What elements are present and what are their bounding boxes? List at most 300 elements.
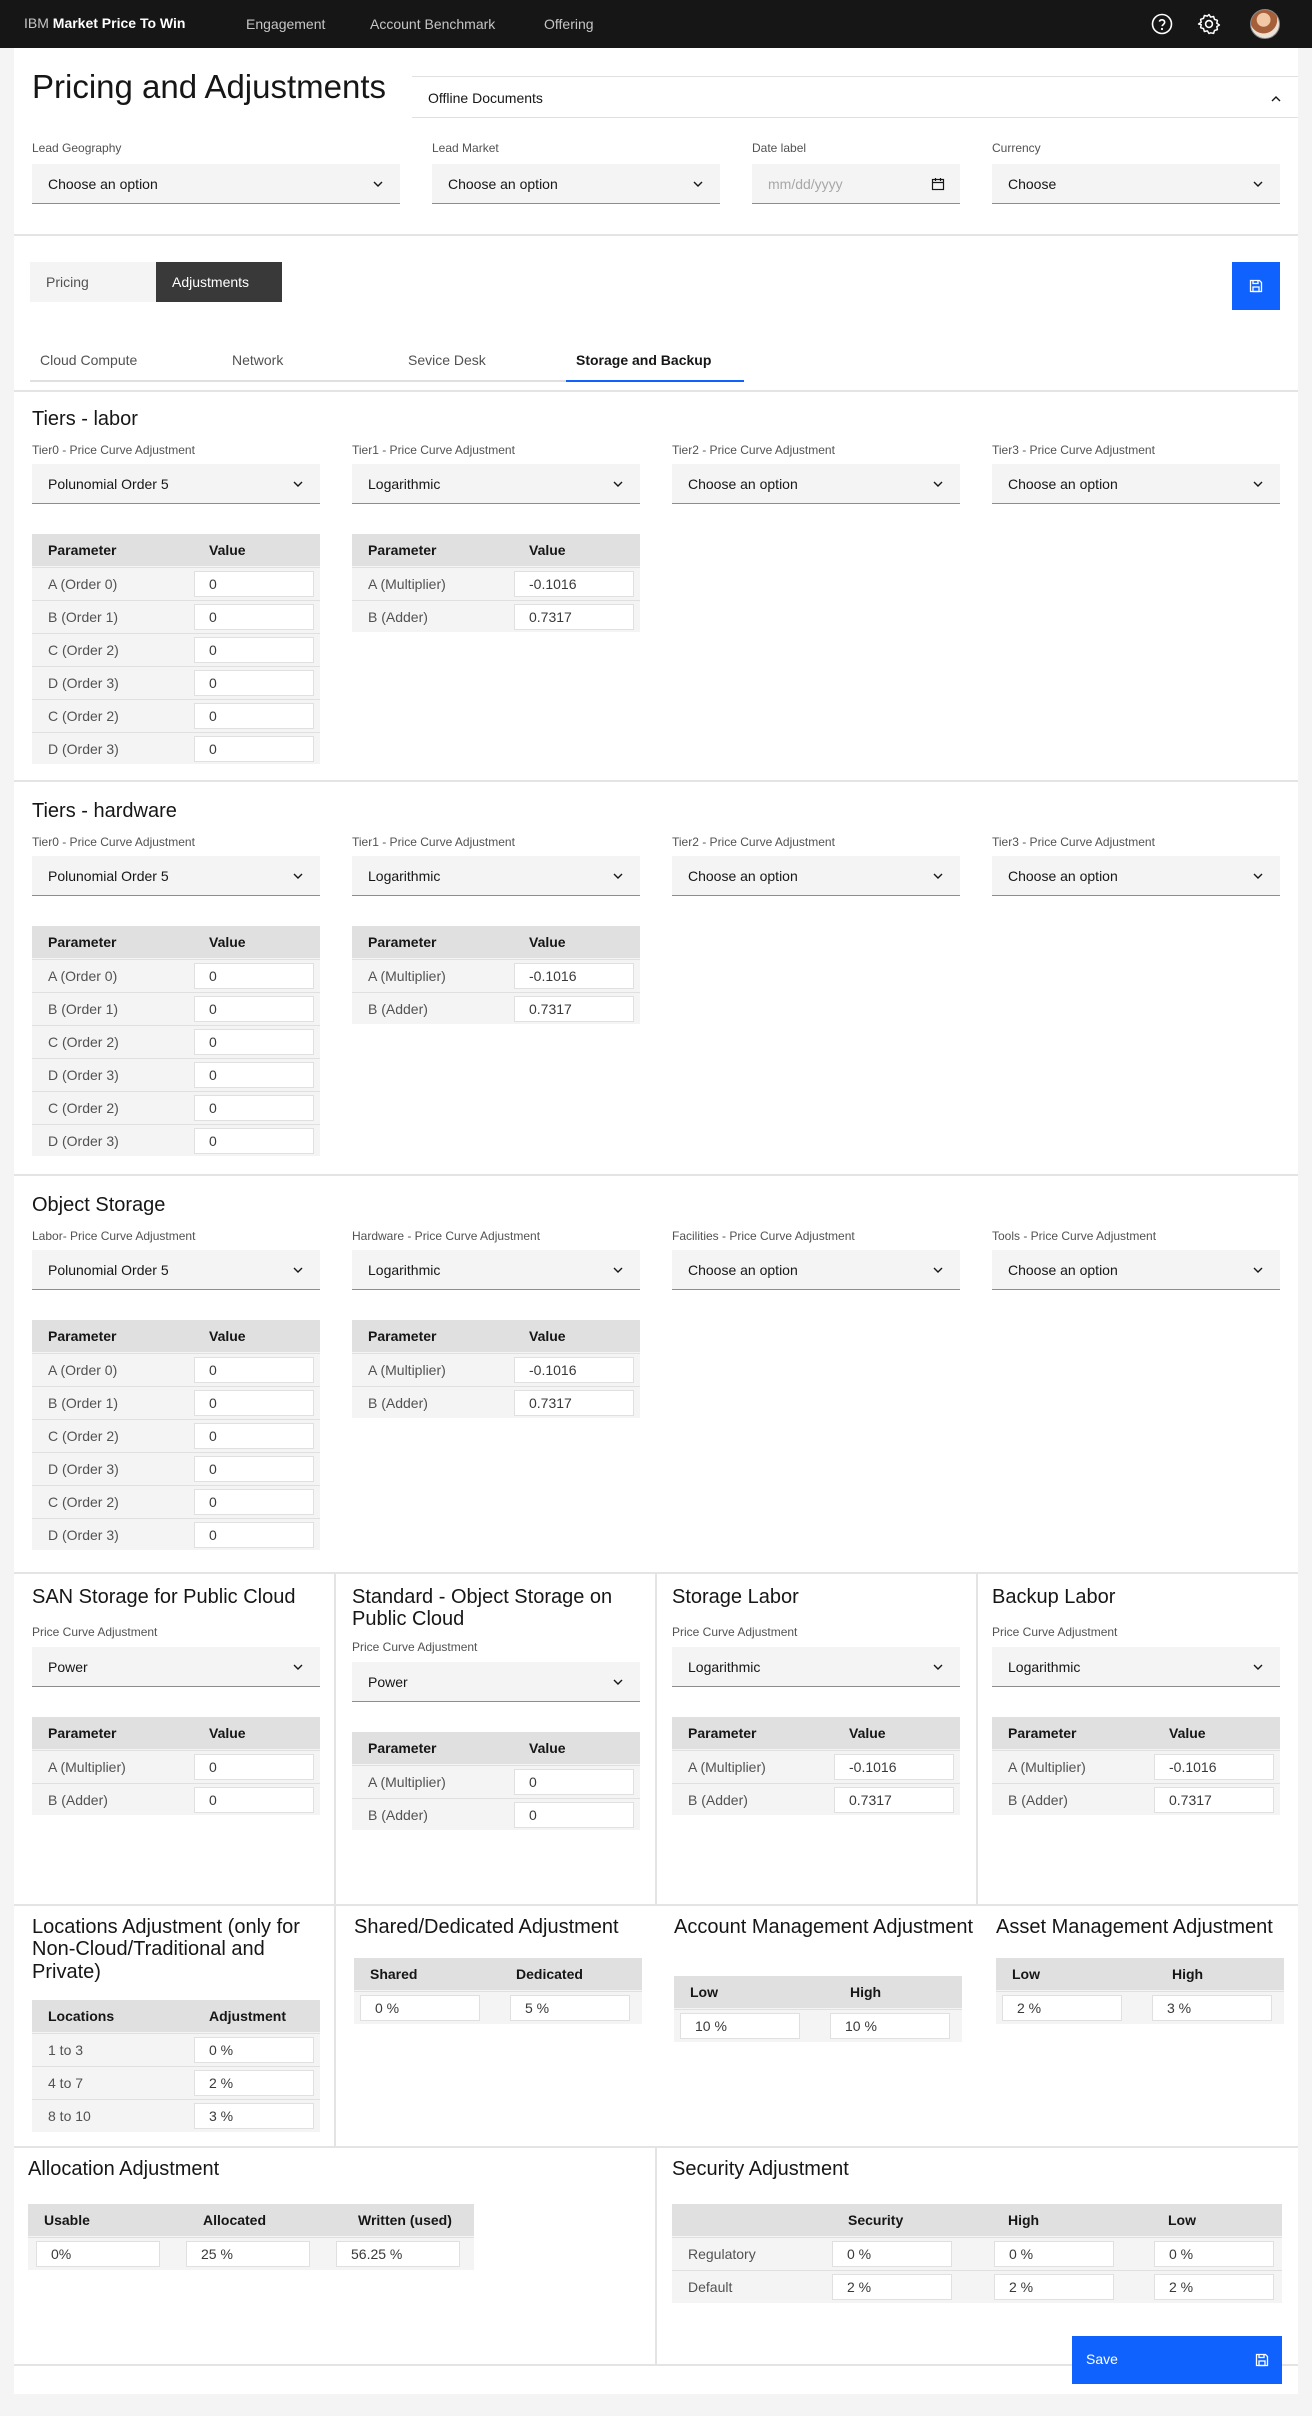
table-row bbox=[352, 600, 640, 633]
dropdown-value: Choose an option bbox=[448, 176, 558, 192]
table-row bbox=[32, 600, 320, 633]
parameter-label: A (Multiplier) bbox=[368, 968, 446, 984]
table-row bbox=[32, 1091, 320, 1124]
table-row bbox=[32, 2066, 320, 2099]
price-curve-label: Tier0 - Price Curve Adjustment bbox=[32, 443, 195, 457]
parameter-value-input[interactable]: 0.7317 bbox=[834, 1787, 954, 1813]
parameter-table bbox=[992, 1717, 1280, 1815]
adjustment-input[interactable]: 2 % bbox=[194, 2070, 314, 2096]
high-input[interactable]: 2 % bbox=[994, 2274, 1114, 2300]
parameter-value-input[interactable]: 0 bbox=[194, 1423, 314, 1449]
chevron-down-icon bbox=[290, 868, 306, 884]
save-icon bbox=[1248, 278, 1264, 294]
parameter-label: D (Order 3) bbox=[48, 1527, 119, 1543]
parameter-value-input[interactable]: 0 bbox=[194, 670, 314, 696]
table-row bbox=[672, 2237, 1282, 2270]
currency-dropdown[interactable] bbox=[992, 164, 1280, 204]
parameter-label: B (Adder) bbox=[688, 1792, 748, 1808]
divider bbox=[655, 1574, 657, 1904]
price-curve-dropdown[interactable] bbox=[672, 464, 960, 504]
column-header-parameter: Parameter bbox=[1008, 1725, 1077, 1741]
price-curve-dropdown[interactable] bbox=[672, 856, 960, 896]
divider bbox=[14, 1174, 1298, 1176]
price-curve-label: Tier1 - Price Curve Adjustment bbox=[352, 835, 515, 849]
table-row bbox=[354, 1991, 642, 2024]
parameter-value-input[interactable]: -0.1016 bbox=[834, 1754, 954, 1780]
dropdown-value: Power bbox=[48, 1659, 88, 1675]
dropdown-value: Logarithmic bbox=[368, 476, 441, 492]
table-row bbox=[32, 1353, 320, 1386]
page-title: Pricing and Adjustments bbox=[32, 68, 387, 105]
parameter-value-input[interactable]: -0.1016 bbox=[514, 571, 634, 597]
table-row bbox=[32, 1386, 320, 1419]
polynomial-parameter-table bbox=[32, 534, 320, 764]
divider bbox=[976, 1574, 978, 1904]
parameter-label: A (Multiplier) bbox=[368, 1774, 446, 1790]
parameter-value-input[interactable]: 0 bbox=[194, 1357, 314, 1383]
chevron-up-icon bbox=[1268, 91, 1284, 107]
divider bbox=[334, 1574, 336, 1904]
parameter-value-input[interactable]: -0.1016 bbox=[514, 1357, 634, 1383]
column-header-parameter: Parameter bbox=[688, 1725, 757, 1741]
dropdown-value: Choose an option bbox=[688, 476, 798, 492]
parameter-label: C (Order 2) bbox=[48, 642, 119, 658]
table-row bbox=[32, 699, 320, 732]
parameter-value-input[interactable]: 0 bbox=[514, 1769, 634, 1795]
account-management-table bbox=[674, 1976, 962, 2042]
price-curve-dropdown[interactable] bbox=[672, 1647, 960, 1687]
high-input[interactable]: 10 % bbox=[830, 2013, 950, 2039]
column-header-usable: Usable bbox=[44, 2212, 90, 2228]
chevron-down-icon bbox=[690, 176, 706, 192]
parameter-label: A (Multiplier) bbox=[688, 1759, 766, 1775]
parameter-value-input[interactable]: 0 bbox=[194, 1062, 314, 1088]
table-row bbox=[32, 633, 320, 666]
asset-management-title: Asset Management Adjustment bbox=[996, 1916, 1273, 1938]
parameter-label: A (Multiplier) bbox=[368, 1362, 446, 1378]
parameter-label: B (Adder) bbox=[368, 1001, 428, 1017]
location-range: 8 to 10 bbox=[48, 2108, 91, 2124]
content-switcher bbox=[30, 262, 282, 302]
parameter-label: A (Multiplier) bbox=[48, 1759, 126, 1775]
switch-pricing[interactable]: Pricing bbox=[30, 262, 156, 302]
save-button-label: Save bbox=[1086, 2351, 1118, 2367]
table-row bbox=[672, 1783, 960, 1816]
table-row bbox=[352, 567, 640, 600]
column-header-value: Value bbox=[529, 1328, 566, 1344]
main-card bbox=[14, 48, 1298, 2394]
nav-offering[interactable]: Offering bbox=[544, 16, 594, 32]
price-curve-label: Tier1 - Price Curve Adjustment bbox=[352, 443, 515, 457]
table-row bbox=[32, 1025, 320, 1058]
shared-dedicated-table bbox=[354, 1958, 642, 2024]
table-row bbox=[28, 2237, 474, 2270]
price-curve-label: Tier2 - Price Curve Adjustment bbox=[672, 443, 835, 457]
parameter-value-input[interactable]: 0 bbox=[194, 1522, 314, 1548]
table-row bbox=[32, 959, 320, 992]
table-row bbox=[32, 732, 320, 765]
divider bbox=[14, 390, 1298, 392]
dropdown-value: Choose bbox=[1008, 176, 1057, 192]
table-row bbox=[352, 1386, 640, 1419]
table-row bbox=[992, 1750, 1280, 1783]
storage-card-title: Standard - Object Storage on Public Cloud bbox=[352, 1586, 613, 1631]
dropdown-value: Choose an option bbox=[1008, 1262, 1118, 1278]
parameter-label: A (Multiplier) bbox=[368, 576, 446, 592]
table-row bbox=[352, 1798, 640, 1831]
parameter-label: A (Order 0) bbox=[48, 968, 118, 984]
table-row bbox=[32, 666, 320, 699]
chevron-down-icon bbox=[610, 1262, 626, 1278]
chevron-down-icon bbox=[610, 476, 626, 492]
parameter-value-input[interactable]: 0.7317 bbox=[514, 604, 634, 630]
lead-market-dropdown[interactable] bbox=[432, 164, 720, 204]
parameter-label: D (Order 3) bbox=[48, 1067, 119, 1083]
locations-table bbox=[32, 2000, 320, 2132]
tab-cloud-compute[interactable]: Cloud Compute bbox=[30, 342, 222, 382]
column-header-value: Value bbox=[849, 1725, 886, 1741]
parameter-label: B (Adder) bbox=[1008, 1792, 1068, 1808]
column-header-value: Value bbox=[1169, 1725, 1206, 1741]
offline-documents-accordion[interactable] bbox=[412, 76, 1298, 118]
nav-account-benchmark[interactable]: Account Benchmark bbox=[370, 16, 496, 32]
table-row bbox=[996, 1991, 1284, 2024]
parameter-value-input[interactable]: -0.1016 bbox=[1154, 1754, 1274, 1780]
table-row bbox=[352, 1353, 640, 1386]
chevron-down-icon bbox=[290, 1659, 306, 1675]
price-curve-label: Tier0 - Price Curve Adjustment bbox=[32, 835, 195, 849]
adjustment-input[interactable]: 3 % bbox=[194, 2103, 314, 2129]
column-header-parameter: Parameter bbox=[368, 934, 437, 950]
parameter-value-input[interactable]: 0 bbox=[194, 1754, 314, 1780]
dropdown-value: Polunomial Order 5 bbox=[48, 868, 169, 884]
section-title: Tiers - hardware bbox=[32, 800, 177, 822]
user-avatar[interactable] bbox=[1250, 9, 1280, 39]
logarithmic-parameter-table bbox=[352, 534, 640, 632]
price-curve-dropdown[interactable] bbox=[32, 1647, 320, 1687]
dropdown-value: Choose an option bbox=[48, 176, 158, 192]
logarithmic-parameter-table bbox=[352, 926, 640, 1024]
parameter-value-input[interactable]: 0 bbox=[194, 996, 314, 1022]
parameter-value-input[interactable]: 0 bbox=[194, 1787, 314, 1813]
chevron-down-icon bbox=[370, 176, 386, 192]
column-header-adjustment: Adjustment bbox=[209, 2008, 286, 2024]
switch-adjustments[interactable]: Adjustments bbox=[156, 262, 282, 302]
lead-market-label: Lead Market bbox=[432, 141, 499, 155]
price-curve-dropdown[interactable] bbox=[672, 1250, 960, 1290]
price-curve-label: Price Curve Adjustment bbox=[992, 1625, 1118, 1639]
price-curve-dropdown[interactable] bbox=[352, 1662, 640, 1702]
offline-documents-label: Offline Documents bbox=[428, 90, 543, 106]
parameter-value-input[interactable]: 0 bbox=[194, 604, 314, 630]
parameter-label: D (Order 3) bbox=[48, 675, 119, 691]
column-header-high: High bbox=[850, 1984, 882, 2000]
locations-adjustment-title: Locations Adjustment (only for Non-Cloud/Traditional and Private) bbox=[32, 1916, 300, 1983]
chevron-down-icon bbox=[290, 1262, 306, 1278]
table-row bbox=[32, 2099, 320, 2132]
column-header-parameter: Parameter bbox=[368, 542, 437, 558]
chevron-down-icon bbox=[290, 476, 306, 492]
chevron-down-icon bbox=[610, 868, 626, 884]
price-curve-dropdown[interactable] bbox=[352, 1250, 640, 1290]
table-row bbox=[32, 2033, 320, 2066]
dropdown-value: Polunomial Order 5 bbox=[48, 476, 169, 492]
price-curve-label: Price Curve Adjustment bbox=[352, 1640, 478, 1654]
column-header-value: Value bbox=[209, 934, 246, 950]
parameter-value-input[interactable]: -0.1016 bbox=[514, 963, 634, 989]
column-header-value: Value bbox=[209, 1725, 246, 1741]
security-row-label: Regulatory bbox=[688, 2246, 756, 2262]
security-input[interactable]: 2 % bbox=[832, 2274, 952, 2300]
price-curve-label: Tools - Price Curve Adjustment bbox=[992, 1229, 1157, 1243]
logarithmic-parameter-table bbox=[352, 1320, 640, 1418]
storage-card-title: Backup Labor bbox=[992, 1586, 1116, 1608]
column-header-parameter: Parameter bbox=[48, 1328, 117, 1344]
parameter-value-input[interactable]: 0 bbox=[194, 1390, 314, 1416]
parameter-value-input[interactable]: 0 bbox=[194, 736, 314, 762]
dropdown-value: Choose an option bbox=[688, 868, 798, 884]
usable-input[interactable]: 0% bbox=[36, 2241, 160, 2267]
date-input[interactable] bbox=[752, 164, 960, 204]
storage-card-title: Storage Labor bbox=[672, 1586, 799, 1608]
chevron-down-icon bbox=[610, 1674, 626, 1690]
price-curve-label: Price Curve Adjustment bbox=[32, 1625, 158, 1639]
save-button[interactable] bbox=[1072, 2336, 1282, 2384]
lead-geography-label: Lead Geography bbox=[32, 141, 122, 155]
written-input[interactable]: 56.25 % bbox=[336, 2241, 460, 2267]
column-header-parameter: Parameter bbox=[368, 1328, 437, 1344]
asset-management-table bbox=[996, 1958, 1284, 2024]
dropdown-value: Choose an option bbox=[1008, 868, 1118, 884]
low-input[interactable]: 2 % bbox=[1154, 2274, 1274, 2300]
polynomial-parameter-table bbox=[32, 1320, 320, 1550]
parameter-label: C (Order 2) bbox=[48, 1494, 119, 1510]
parameter-label: B (Adder) bbox=[48, 1792, 108, 1808]
chevron-down-icon bbox=[1250, 476, 1266, 492]
price-curve-label: Tier3 - Price Curve Adjustment bbox=[992, 835, 1155, 849]
divider bbox=[655, 2148, 657, 2364]
column-header-low: Low bbox=[690, 1984, 718, 2000]
parameter-label: B (Order 1) bbox=[48, 1395, 119, 1411]
chevron-down-icon bbox=[930, 476, 946, 492]
parameter-value-input[interactable]: 0.7317 bbox=[514, 1390, 634, 1416]
dedicated-input[interactable]: 5 % bbox=[510, 1995, 630, 2021]
parameter-value-input[interactable]: 0.7317 bbox=[514, 996, 634, 1022]
parameter-label: B (Adder) bbox=[368, 1395, 428, 1411]
security-input[interactable]: 0 % bbox=[832, 2241, 952, 2267]
column-header-shared: Shared bbox=[370, 1966, 418, 1982]
save-icon-button[interactable] bbox=[1232, 262, 1280, 310]
parameter-value-input[interactable]: 0 bbox=[194, 1095, 314, 1121]
table-row bbox=[32, 1058, 320, 1091]
parameter-label: D (Order 3) bbox=[48, 1461, 119, 1477]
high-input[interactable]: 0 % bbox=[994, 2241, 1114, 2267]
divider bbox=[334, 1906, 336, 2146]
price-curve-label: Hardware - Price Curve Adjustment bbox=[352, 1229, 541, 1243]
chevron-down-icon bbox=[930, 1659, 946, 1675]
brand-name: Market Price To Win bbox=[52, 15, 186, 31]
price-curve-label: Tier2 - Price Curve Adjustment bbox=[672, 835, 835, 849]
parameter-label: B (Order 1) bbox=[48, 609, 119, 625]
help-icon[interactable] bbox=[1150, 12, 1174, 36]
price-curve-dropdown[interactable] bbox=[992, 856, 1280, 896]
parameter-value-input[interactable]: 0 bbox=[194, 1456, 314, 1482]
chevron-down-icon bbox=[930, 1262, 946, 1278]
tab-storage-and-backup[interactable]: Storage and Backup bbox=[566, 342, 744, 382]
table-row bbox=[32, 1518, 320, 1551]
parameter-table bbox=[352, 1732, 640, 1830]
chevron-down-icon bbox=[1250, 1262, 1266, 1278]
divider bbox=[14, 1904, 1298, 1906]
price-curve-dropdown[interactable] bbox=[992, 464, 1280, 504]
column-header-high: High bbox=[1172, 1966, 1204, 1982]
divider bbox=[14, 780, 1298, 782]
high-input[interactable]: 3 % bbox=[1152, 1995, 1272, 2021]
section-title: Object Storage bbox=[32, 1194, 166, 1216]
price-curve-dropdown[interactable] bbox=[992, 1647, 1280, 1687]
date-placeholder: mm/dd/yyyy bbox=[768, 176, 843, 192]
allocation-adjustment-title: Allocation Adjustment bbox=[28, 2158, 220, 2180]
price-curve-label: Labor- Price Curve Adjustment bbox=[32, 1229, 196, 1243]
parameter-label: B (Order 1) bbox=[48, 1001, 119, 1017]
price-curve-label: Facilities - Price Curve Adjustment bbox=[672, 1229, 855, 1243]
parameter-label: A (Order 0) bbox=[48, 576, 118, 592]
price-curve-dropdown[interactable] bbox=[992, 1250, 1280, 1290]
table-row bbox=[32, 1485, 320, 1518]
lead-geography-dropdown[interactable] bbox=[32, 164, 400, 204]
table-row bbox=[672, 1750, 960, 1783]
parameter-label: C (Order 2) bbox=[48, 1100, 119, 1116]
low-input[interactable]: 2 % bbox=[1002, 1995, 1122, 2021]
calendar-icon[interactable] bbox=[930, 176, 946, 192]
parameter-value-input[interactable]: 0.7317 bbox=[1154, 1787, 1274, 1813]
dropdown-value: Choose an option bbox=[688, 1262, 798, 1278]
column-header-parameter: Parameter bbox=[368, 1740, 437, 1756]
column-header-low: Low bbox=[1012, 1966, 1040, 1982]
price-curve-dropdown[interactable] bbox=[32, 856, 320, 896]
chevron-down-icon bbox=[1250, 868, 1266, 884]
brand-prefix: IBM bbox=[24, 15, 49, 31]
parameter-table bbox=[32, 1717, 320, 1815]
table-row bbox=[32, 1419, 320, 1452]
parameter-label: A (Multiplier) bbox=[1008, 1759, 1086, 1775]
low-input[interactable]: 0 % bbox=[1154, 2241, 1274, 2267]
parameter-label: C (Order 2) bbox=[48, 1428, 119, 1444]
table-row bbox=[32, 1452, 320, 1485]
column-header-parameter: Parameter bbox=[48, 542, 117, 558]
parameter-value-input[interactable]: 0 bbox=[194, 963, 314, 989]
column-header-low: Low bbox=[1168, 2212, 1196, 2228]
parameter-label: D (Order 3) bbox=[48, 741, 119, 757]
divider bbox=[14, 234, 1298, 236]
settings-icon[interactable] bbox=[1197, 12, 1221, 36]
chevron-down-icon bbox=[1250, 176, 1266, 192]
table-row bbox=[32, 567, 320, 600]
currency-label: Currency bbox=[992, 141, 1041, 155]
column-header-high: High bbox=[1008, 2212, 1040, 2228]
parameter-value-input[interactable]: 0 bbox=[194, 703, 314, 729]
table-row bbox=[352, 1765, 640, 1798]
security-table bbox=[672, 2204, 1282, 2303]
dropdown-value: Choose an option bbox=[1008, 476, 1118, 492]
price-curve-dropdown[interactable] bbox=[32, 1250, 320, 1290]
column-header-allocated: Allocated bbox=[203, 2212, 267, 2228]
allocation-table bbox=[28, 2204, 474, 2270]
dropdown-value: Logarithmic bbox=[368, 868, 441, 884]
tab-service-desk[interactable]: Sevice Desk bbox=[398, 342, 574, 382]
app-brand[interactable] bbox=[24, 15, 185, 31]
location-range: 4 to 7 bbox=[48, 2075, 84, 2091]
tab-network[interactable]: Network bbox=[222, 342, 398, 382]
dropdown-value: Logarithmic bbox=[688, 1659, 761, 1675]
low-input[interactable]: 10 % bbox=[680, 2013, 800, 2039]
table-row bbox=[32, 1750, 320, 1783]
dropdown-value: Logarithmic bbox=[368, 1262, 441, 1278]
price-curve-dropdown[interactable] bbox=[32, 464, 320, 504]
column-header-parameter: Parameter bbox=[48, 1725, 117, 1741]
price-curve-dropdown[interactable] bbox=[352, 464, 640, 504]
table-row bbox=[32, 1124, 320, 1157]
shared-dedicated-title: Shared/Dedicated Adjustment bbox=[354, 1916, 619, 1938]
column-header-value: Value bbox=[209, 1328, 246, 1344]
parameter-label: B (Adder) bbox=[368, 1807, 428, 1823]
column-header-written: Written (used) bbox=[358, 2212, 452, 2228]
dropdown-value: Polunomial Order 5 bbox=[48, 1262, 169, 1278]
column-header-locations: Locations bbox=[48, 2008, 115, 2024]
price-curve-label: Price Curve Adjustment bbox=[672, 1625, 798, 1639]
security-adjustment-title: Security Adjustment bbox=[672, 2158, 849, 2180]
column-header-parameter: Parameter bbox=[48, 934, 117, 950]
column-header-value: Value bbox=[529, 934, 566, 950]
parameter-value-input[interactable]: 0 bbox=[194, 1489, 314, 1515]
chevron-down-icon bbox=[1250, 1659, 1266, 1675]
parameter-value-input[interactable]: 0 bbox=[194, 637, 314, 663]
table-row bbox=[32, 992, 320, 1025]
parameter-label: C (Order 2) bbox=[48, 708, 119, 724]
parameter-value-input[interactable]: 0 bbox=[194, 1029, 314, 1055]
column-header-value: Value bbox=[529, 542, 566, 558]
table-row bbox=[672, 2270, 1282, 2303]
allocated-input[interactable]: 25 % bbox=[186, 2241, 310, 2267]
dropdown-value: Logarithmic bbox=[1008, 1659, 1081, 1675]
price-curve-dropdown[interactable] bbox=[352, 856, 640, 896]
dropdown-value: Power bbox=[368, 1674, 408, 1690]
adjustment-input[interactable]: 0 % bbox=[194, 2037, 314, 2063]
storage-card-title: SAN Storage for Public Cloud bbox=[32, 1586, 296, 1608]
parameter-value-input[interactable]: 0 bbox=[194, 1128, 314, 1154]
table-row bbox=[352, 992, 640, 1025]
chevron-down-icon bbox=[930, 868, 946, 884]
parameter-table bbox=[672, 1717, 960, 1815]
nav-engagement[interactable]: Engagement bbox=[246, 16, 326, 32]
table-row bbox=[992, 1783, 1280, 1816]
shared-input[interactable]: 0 % bbox=[360, 1995, 480, 2021]
price-curve-label: Tier3 - Price Curve Adjustment bbox=[992, 443, 1155, 457]
column-header-security: Security bbox=[848, 2212, 904, 2228]
account-management-title: Account Management Adjustment bbox=[674, 1916, 974, 1938]
parameter-label: A (Order 0) bbox=[48, 1362, 118, 1378]
parameter-value-input[interactable]: 0 bbox=[514, 1802, 634, 1828]
polynomial-parameter-table bbox=[32, 926, 320, 1156]
table-row bbox=[352, 959, 640, 992]
parameter-label: D (Order 3) bbox=[48, 1133, 119, 1149]
parameter-value-input[interactable]: 0 bbox=[194, 571, 314, 597]
table-row bbox=[674, 2009, 962, 2042]
parameter-label: C (Order 2) bbox=[48, 1034, 119, 1050]
column-header-value: Value bbox=[529, 1740, 566, 1756]
top-navigation-bar bbox=[0, 0, 1312, 48]
column-header-dedicated: Dedicated bbox=[516, 1966, 583, 1982]
